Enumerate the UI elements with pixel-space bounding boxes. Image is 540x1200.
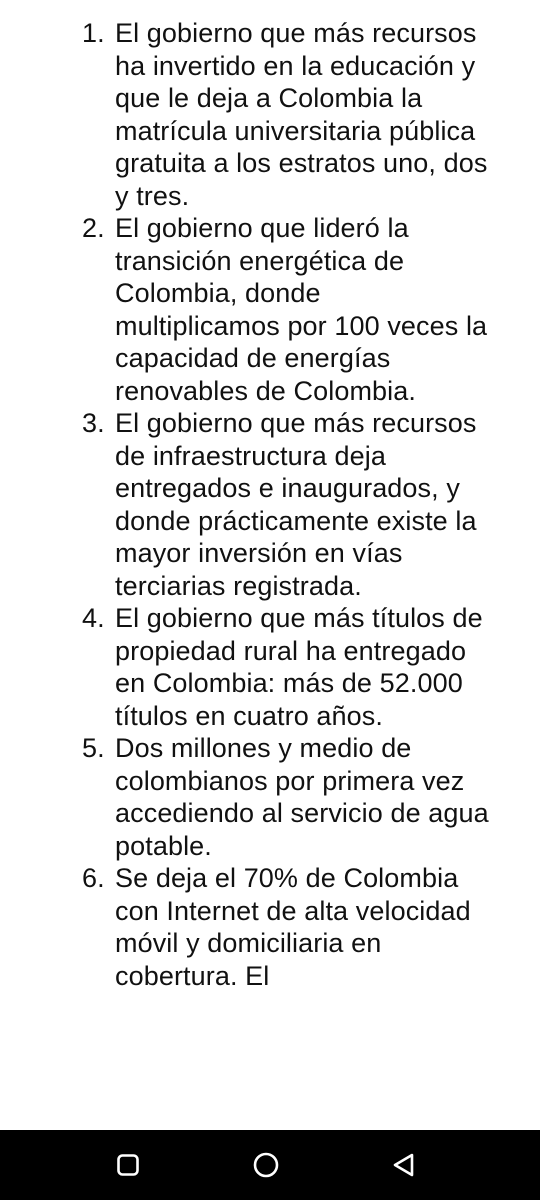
list-item-number: 5. (82, 733, 105, 763)
home-button[interactable] (249, 1148, 283, 1182)
list-item-text: El gobierno que más recursos ha invertido en la educación y que le deja a Colombia la matrícula universitaria pública gratuita a los estratos uno, dos y tres. (115, 18, 488, 211)
back-button[interactable] (387, 1148, 421, 1182)
list-item-number: 3. (82, 408, 105, 438)
list-item-text: Dos millones y medio de colombianos por primera vez accediendo al servicio de agua potable. (115, 733, 489, 861)
list-item-text: El gobierno que más recursos de infraestructura deja entregados e inaugurados, y donde prácticamente existe la mayor inversión en vías terciarias registrada. (115, 408, 477, 601)
list-item-number: 6. (82, 863, 105, 893)
recent-apps-icon (115, 1152, 141, 1178)
navigation-bar (0, 1130, 540, 1200)
list-item (0, 862, 540, 992)
back-icon (390, 1151, 418, 1179)
home-icon (251, 1150, 281, 1180)
list-item-number: 2. (82, 213, 105, 243)
recent-apps-button[interactable] (111, 1148, 145, 1182)
list-item (0, 212, 540, 407)
list-item-text: El gobierno que más títulos de propiedad rural ha entregado en Colombia: más de 52.000 títulos en cuatro años. (115, 603, 483, 731)
list-item (0, 732, 540, 862)
list-item (0, 407, 540, 602)
list-item-text: El gobierno que lideró la transición energética de Colombia, donde multiplicamos por 100 veces la capacidad de energías renovables de Colombia. (115, 213, 488, 406)
list-item (0, 602, 540, 732)
list-item-number: 1. (82, 18, 105, 48)
list-item (0, 17, 540, 212)
list-item-number: 4. (82, 603, 105, 633)
list-item-text: Se deja el 70% de Colombia con Internet de alta velocidad móvil y domiciliaria en cobertura. El (115, 863, 471, 991)
